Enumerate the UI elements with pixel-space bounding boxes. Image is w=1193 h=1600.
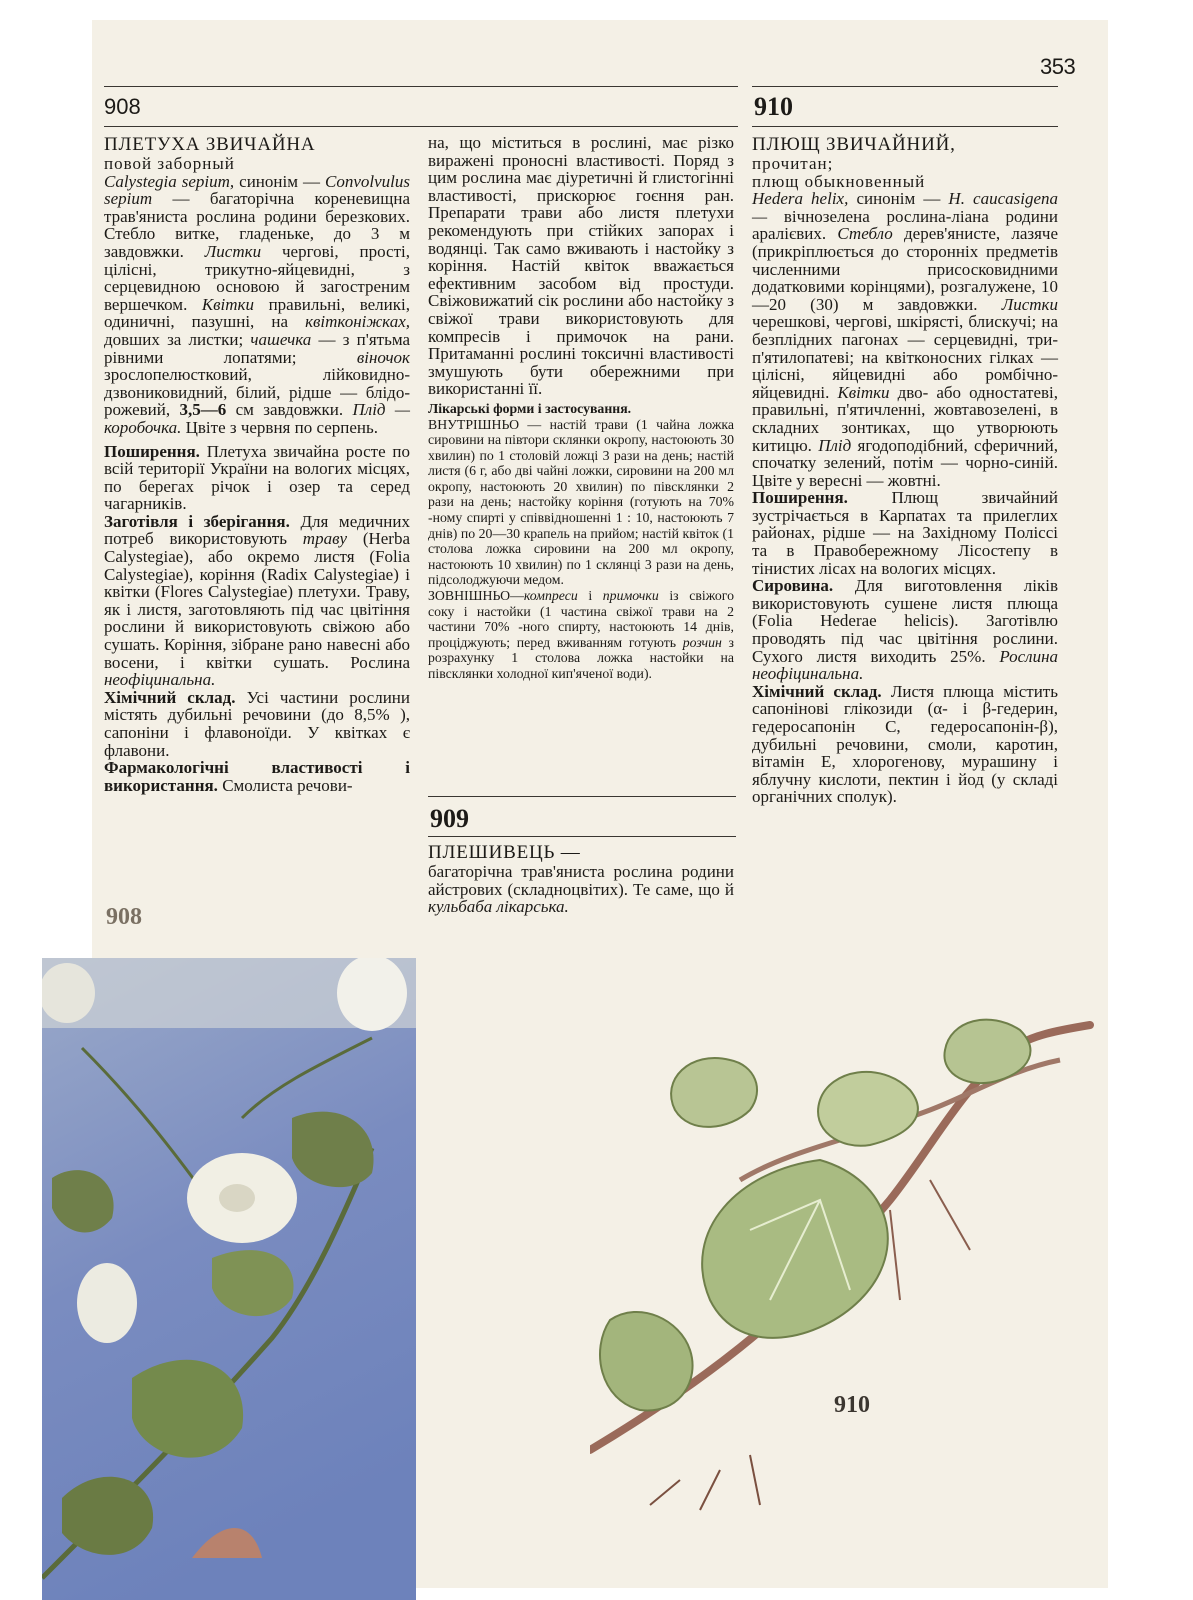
- chemistry-910: Хімічний склад. Листя плюща містить сапонінові глікозиди (α- і β-гедерин, гедеросапонін С, гедеросапонін-β), дубильні речовини, смоли, каротин, вітамін Е, хлорогенову, мурашину і яблучну кислоти, пектин і йод (у складі органічних сполук).: [752, 681, 1058, 807]
- bindweed-illustration: [42, 958, 416, 1600]
- distribution-910: Поширення. Плющ звичайний зустрічається в Карпатах та прилеглих районах, рідше — на Західному Поліссі та в Правобережному Лісостепу в тінистих лісах на вологих місцях.: [752, 488, 1058, 578]
- column-3: [752, 134, 1058, 806]
- figure-label-910: 910: [834, 1392, 870, 1418]
- article-909-title: ПЛЕШИВЕЦЬ —: [428, 842, 581, 863]
- latin-synonyms: Calystegia sepium, синонім — Convolvulus sepium — багаторічна кореневищна трав'яниста рослина родини березкових. Стебло витке, гладеньке, до 3 м завдовжки. Листки чергові, прості, цілісні, трикутно-яйцевидні, з серцевидною основою й загостреним вершечком. Квітки правильні, великі, одиничні, пазушні, на квітконіжках, довших за листки; чашечка — з п'ятьма рівними лопатями; віночок зрослопелюстковий, лійковидно-дзвониковидний, білий, рідше — блідо-рожевий, 3,5—6 см завдовжки. Плід — коробочка. Цвіте з червня по серпень.: [104, 171, 411, 437]
- article-number-910: 910: [754, 92, 793, 121]
- distribution-paragraph: Поширення. Плетуха звичайна росте по всій території України на вологих місцях, по берегах річок і озер та серед чагарників. Заготівля і зберігання. Для медичних потреб використовують траву (Herba Calystegiae), або окремо листя (Folia Calystegiae), коріння (Radix Calystegiae) і квітки (Flores Calystegiae) плетухи. Траву, як і листя, заготовляють під час цвітіння рослини й використовують свіжою або сушать. Коріння, зібране рано навесні або восени, і квітки сушать. Рослина неофіцинальна. Хімічний склад. Усі частини рослини містять дубильні речовини (до 8,5% ), сапоніни і флавоноїди. У квітках є флавони. Фармакологічні властивості і використання. Смолиста речови-: [104, 441, 411, 795]
- forms-paragraph: Лікарські форми і застосування. ВНУТРІШНЬО — настій трави (1 чайна ложка сировини на півтори склянки окропу, настоюють 30 хвилин) по 1 столовій ложці 3 рази на день; настій листя (6 г, або дві чайні ложки, сировини на 200 мл окропу, настоюють 20 хвилин) по півсклянки 2 рази на день; настойку коріння (готують на 70% -ному спирті у співвідношенні 1 : 10, настоюють 7 днів) по 20—30 крапель на прийом; настій квіток (1 столова ложка сировини на 200 мл окропу, настоюють 10 хвилин) по 1 склянці 3 рази на день, підсолоджуючи медом. ЗОВНІШНЬО—компреси і примочки із свіжого соку і настойки (1 частина свіжої трави на 2 частини 70% -ного спирту, настоюють 14 днів, проціджують; перед вживанням готують розчин з розрахунку 1 столова ложка настойки на півсклянки холодної кип'яченої води).: [428, 400, 735, 681]
- russian-name: повой заборный: [104, 154, 235, 173]
- page-number: 353: [1040, 54, 1076, 79]
- figure-label-908: 908: [106, 904, 142, 930]
- article-number-908: 908: [104, 94, 141, 119]
- alt-name-2: плющ обыкновенный: [752, 171, 926, 191]
- continuation-text: на, що міститься в рослині, має різко виражені проносні властивості. Поряд з цим рослина має діуретичні й глистогінні властивості, прискорює гоєння ран. Препарати трави або листя плетухи рекомендують при стійких запорах і водянці. Так само вживають і настойку з коріння. Настій квіток вважається ефективним засобом від простуди. Свіжовижатий сік рослини або настойку з свіжої трави використовують для компресів і примочок на рани. Притаманні рослині токсичні властивості змушують бути обережними при використанні її.: [428, 133, 734, 399]
- ivy-drawing: [590, 1000, 1110, 1515]
- article-number-909: 909: [430, 804, 469, 833]
- article-909: [428, 842, 734, 916]
- article-909-rule: [428, 796, 736, 797]
- article-909-subrule: [428, 836, 736, 837]
- alt-name-1: прочитан;: [752, 154, 834, 173]
- header-rule-right: [752, 86, 1058, 87]
- subheader-rule-left: [104, 126, 738, 127]
- article-910-description: Hedera helix, синонім — H. caucasigena — вічнозелена рослина-ліана родини аралієвих. Стебло дерев'янисте, лазяче (прикріплюється до сторонніх предметів численними присосковидними додатковими корінцями), розгалужене, 10—20 (30) м завдовжки. Листки черешкові, чергові, шкірясті, блискучі; на безплідних пагонах — серцевидні, три-п'ятилопатеві; на квітконосних гілках — цілісні, яйцевидні або ромбічно-яйцевидні. Квітки дво- або одностатеві, правильні, п'ятичленні, жовтавозелені, в складних зонтиках, що утворюють китицю. Плід ягодоподібний, сферичний, спочатку зелений, потім — чорно-синій. Цвіте у вересні — жовтні.: [752, 189, 1059, 490]
- column-2: [428, 134, 734, 682]
- article-910-title: ПЛЮЩ ЗВИЧАЙНИЙ,: [752, 134, 956, 155]
- header-rule-left: [104, 86, 738, 87]
- article-909-text: багаторічна трав'яниста рослина родини айстрових (складноцвітих). Те саме, що й кульбаба лікарська.: [428, 862, 734, 917]
- column-1: [104, 134, 410, 794]
- raw-material-910: Сировина. Для виготовлення ліків використовують сушене листя плюща (Folia Hederae helicis). Заготівлю проводять під час цвітіння рослини. Сухого листя виходить 25%. Рослина неофіцинальна.: [752, 576, 1059, 684]
- ivy-illustration: [590, 1000, 1110, 1515]
- bindweed-photo: [42, 958, 416, 1600]
- subheader-rule-right: [752, 126, 1058, 127]
- article-908-title: ПЛЕТУХА ЗВИЧАЙНА: [104, 134, 316, 155]
